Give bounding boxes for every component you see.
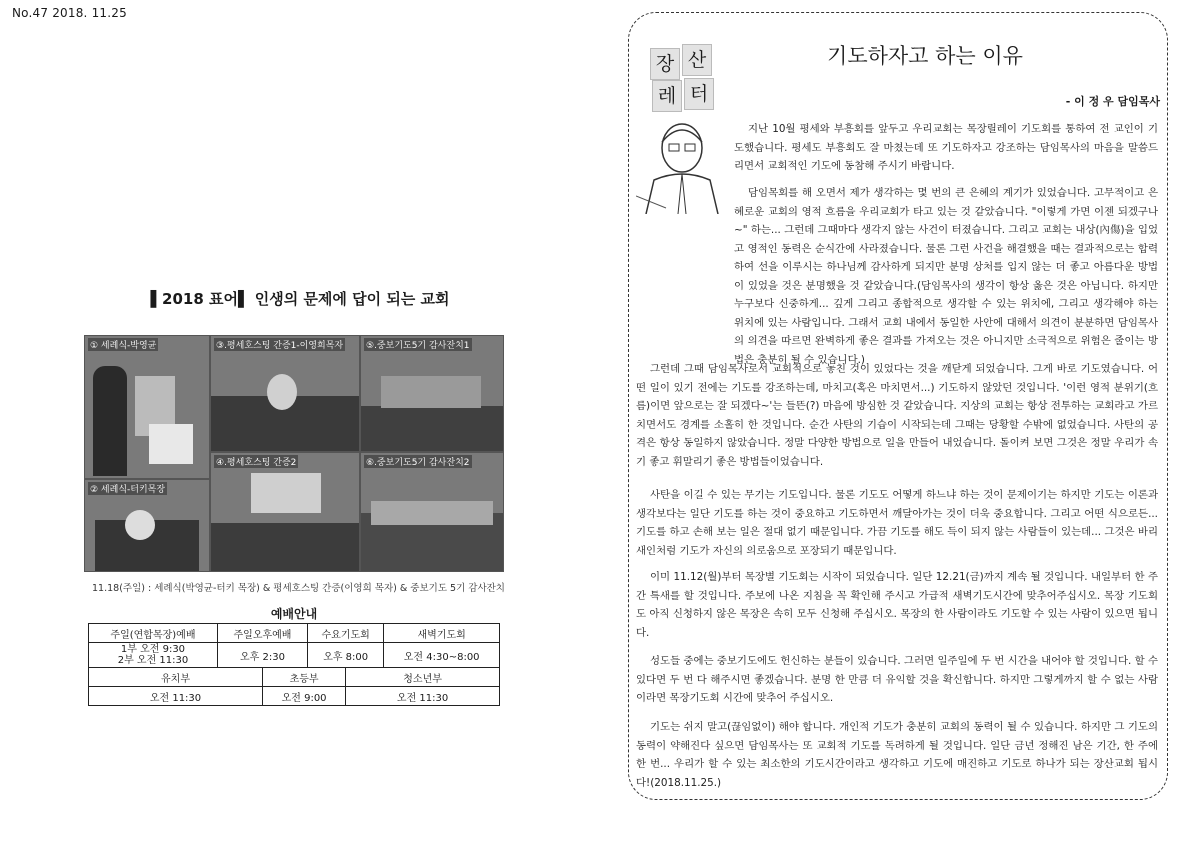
worship-schedule-table: [88, 604, 500, 706]
photo-intercession-1: [360, 335, 504, 452]
photo-baptism-1: [84, 335, 210, 479]
schedule-time: 오후 2:30: [217, 643, 307, 668]
photo-caption: ④.평세호스팅 간증2: [214, 455, 298, 468]
photo-caption: ① 세례식-박영균: [88, 338, 158, 351]
schedule-time: 1부 오전 9:30 2부 오전 11:30: [89, 643, 218, 668]
column-tile: 터: [684, 78, 714, 110]
article-paragraph: 지난 10월 평세와 부흥회를 앞두고 우리교회는 목장릴레이 기도회를 통하여 전 교인이 기도했습니다. 평세도 부흥회도 잘 마쳤는데 또 기도하자고 강조하는 담임목사의 마음을 말씀드리면서 교회적인 기도에 동참해 주시기 바랍니다.: [734, 123, 1158, 172]
dept-time: 오전 9:00: [262, 687, 345, 706]
photo-testimony-2: [210, 452, 360, 572]
photo-baptism-2: [84, 479, 210, 572]
column-tile: 산: [682, 44, 712, 76]
schedule-header: 새벽기도회: [384, 624, 500, 643]
schedule-header: 주일오후예배: [217, 624, 307, 643]
church-motto: ▌2018 표어▌ 인생의 문제에 답이 되는 교회: [150, 290, 450, 308]
photo-caption: ⑥.중보기도5기 감사잔치2: [364, 455, 472, 468]
article-paragraph: 기도는 쉬지 말고(끊임없이) 해야 합니다. 개인적 기도가 충분히 교회의 동력이 될 수 있습니다. 하지만 그 기도의 동력이 약해진다 싶으면 담임목사는 또 교회적 기도를 독려하게 될 것입니다. 일단 금년 정해진 남은 기간, 한 주에 한 번... 우리가 할 수 있는 최소한의 기도시간이라고 생각하고 기도에 매진하고 기도로 하나가 되는 장산교회 됩시다!(2018.11.25.): [636, 721, 1158, 789]
issue-number: No.47 2018. 11.25: [12, 6, 127, 20]
photo-intercession-2: [360, 452, 504, 572]
column-tile: 장: [650, 48, 680, 80]
dept-time: 오전 11:30: [89, 687, 263, 706]
article-paragraph: 그런데 그때 담임목사로서 교회적으로 놓친 것이 있었다는 것을 깨닫게 되었습니다. 그게 바로 기도였습니다. 어떤 일이 있기 전에는 기도를 강조하는데, 마치고(혹은 마치면서...) 기도하지 않았던 것입니다. '이런 영적 분위기(흐름)이면 앞으로는 잘 되겠다~'는 들뜬(?) 마음에 방심한 것 같았습니다. 지상의 교회는 항상 전투하는 교회라고 가르치면서도 경계를 소홀히 한 것입니다. 순간 사탄의 기습이 시작되는데 그때는 당황할 수밖에 없었습니다. 사탄의 공격은 항상 동일하지 않았습니다. 정말 다양한 방법으로 일을 만들어 내었습니다. 돌이켜 보면 그것은 정말 우리가 속기 좋고 휘말리기 좋은 방법들이었습니다.: [636, 363, 1158, 468]
schedule-time: 오후 8:00: [308, 643, 384, 668]
dept-header: 유치부: [89, 668, 263, 687]
schedule-header: 주일(연합목장)예배: [89, 624, 218, 643]
photo-caption: ② 세례식-터키목장: [88, 482, 167, 495]
article-paragraph: 사탄을 이길 수 있는 무기는 기도입니다. 물론 기도도 어떻게 하느냐 하는 것이 문제이기는 하지만 기도는 이론과 생각보다는 일단 기도를 하는 것이 중요하고 기도하면서 깨달아가는 것이 더욱 중요합니다. 그리고 어떤 식으로든... 기도를 하고 손해 보는 일은 절대 없기 때문입니다. 가끔 기도를 해도 득이 되지 않는 사람들이 있는데... 그것은 바리새인처럼 기도가 자신의 의로움으로 포장되기 때문입니다.: [636, 489, 1158, 557]
column-tile: 레: [652, 80, 682, 112]
photo-testimony-1: [210, 335, 360, 452]
article-paragraph: 이미 11.12(월)부터 목장별 기도회는 시작이 되었습니다. 일단 12.21(금)까지 계속 될 것입니다. 내일부터 한 주간 특새를 할 것입니다. 주보에 나온 지침을 꼭 확인해 주시고 가급적 새벽기도시간에 맞추어주십시오. 목장 기도회도 아직 신청하지 않은 목장은 속히 모두 신청해 주십시오. 목장의 한 사람이라도 기도할 수 있는 사람이 있으면 됩니다.: [636, 571, 1158, 639]
dept-header: 청소년부: [346, 668, 500, 687]
dept-time: 오전 11:30: [346, 687, 500, 706]
column-author: - 이 정 우 담임목사: [1065, 95, 1160, 108]
schedule-header: 수요기도회: [308, 624, 384, 643]
pastor-portrait-illustration: [636, 118, 728, 214]
schedule-time: 오전 4:30~8:00: [384, 643, 500, 668]
worship-schedule-title: 예배안내: [270, 607, 318, 621]
photo-caption-line: 11.18(주일) : 세례식(박영균-터키 목장) & 평세호스팅 간증(이영희 목자) & 중보기도 5기 감사잔치: [92, 583, 505, 594]
dept-header: 초등부: [262, 668, 345, 687]
column-title: 기도하자고 하는 이유: [827, 44, 1023, 68]
photo-caption: ⑤.중보기도5기 감사잔치1: [364, 338, 472, 351]
article-paragraph: 담임목회를 해 오면서 제가 생각하는 몇 번의 큰 은혜의 계기가 있었습니다. 고무적이고 은혜로운 교회의 영적 흐름을 우리교회가 타고 있는 것 같았습니다. "이렇게 가면 이젠 되겠구나~" 하는... 그런데 그때마다 생각지 않는 사건이 터졌습니다. 그리고 교회는 내상(內傷)을 입었고 영적인 동력은 순식간에 사라졌습니다. 물론 그런 사건을 해결했을 때는 결과적으로는 합력하여 선을 이루시는 하나님께 감사하게 되지만 분명 상처를 입지 않는 더 좋고 아름다운 방법이 있었을 것은 분명했을 것 같았습니다.(담임목사의 생각이 항상 옳은 것은 아닙니다. 하지만 누구보다 신중하게... 깊게 그리고 종합적으로 생각할 수 있는 위치에, 그리고 생각해야 하는 위치에 있는 사람입니다. 그래서 교회 내에서 동일한 사안에 대해서 의견이 분분하면 담임목사의 의견을 따르면 완벽하게 좋은 결과를 가져오는 것은 아니지만 소극적으로 위험은 줄이는 방법은 충분히 될 수 있습니다.): [734, 187, 1158, 366]
photo-caption: ③.평세호스팅 간증1-이영희목자: [214, 338, 345, 351]
article-paragraph: 성도들 중에는 중보기도에도 헌신하는 분들이 있습니다. 그러면 일주일에 두 번 시간을 내어야 할 것입니다. 할 수 있다면 두 번 다 해주시면 좋겠습니다. 분명 한 만큼 더 유익할 것을 확신합니다. 하지만 그렇게까지 할 수 없는 사람이라면 목장기도회 시간에 맞추어 주십시오.: [636, 655, 1158, 704]
